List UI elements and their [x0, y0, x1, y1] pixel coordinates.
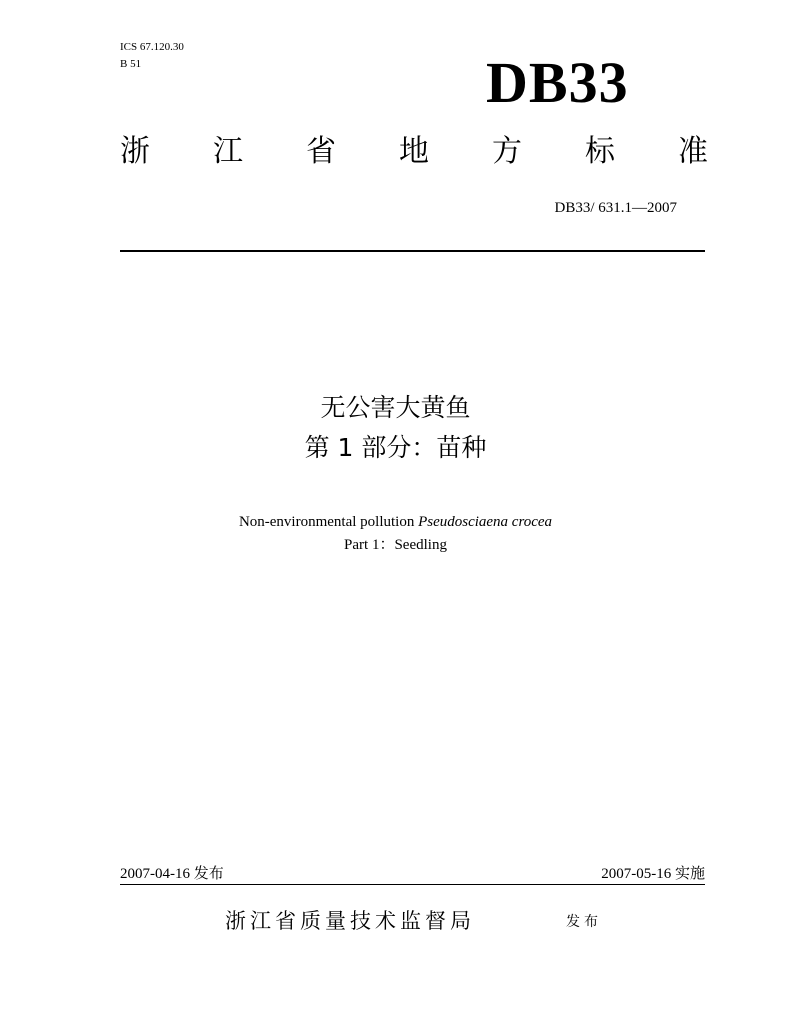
standard-type-char: 准	[678, 134, 708, 169]
title-en-prefix: Non-environmental pollution	[238, 514, 419, 530]
header-divider	[120, 250, 705, 252]
db-logo: DB33	[486, 50, 629, 115]
implement-date: 2007-05-16 实施	[601, 866, 705, 882]
standard-number: DB33/ 631.1—2007	[554, 200, 677, 216]
issuer-suffix: 发布	[566, 914, 602, 930]
title-en-species: Pseudosciaena crocea	[418, 514, 553, 530]
issue-date: 2007-04-16 发布	[120, 866, 224, 882]
title-cn-main: 无公害大黄鱼	[320, 393, 471, 422]
ics-code: ICS 67.120.30	[120, 41, 184, 53]
classification-code: B 51	[120, 58, 142, 70]
title-en-part: Part 1：Seedling	[344, 537, 447, 553]
standard-type-heading	[120, 132, 708, 172]
standard-type-char: 方	[492, 134, 522, 169]
issuer-name: 浙江省质量技术监督局	[225, 909, 475, 933]
standard-type-char: 江	[213, 134, 243, 169]
standard-type-char: 标	[585, 134, 615, 169]
footer-divider	[120, 884, 705, 885]
standard-type-char: 浙	[120, 134, 150, 169]
standard-type-char: 省	[306, 134, 336, 169]
title-en-main	[0, 511, 791, 533]
title-cn-part: 第 1 部分：苗种	[304, 433, 487, 462]
standard-type-char: 地	[399, 134, 429, 169]
